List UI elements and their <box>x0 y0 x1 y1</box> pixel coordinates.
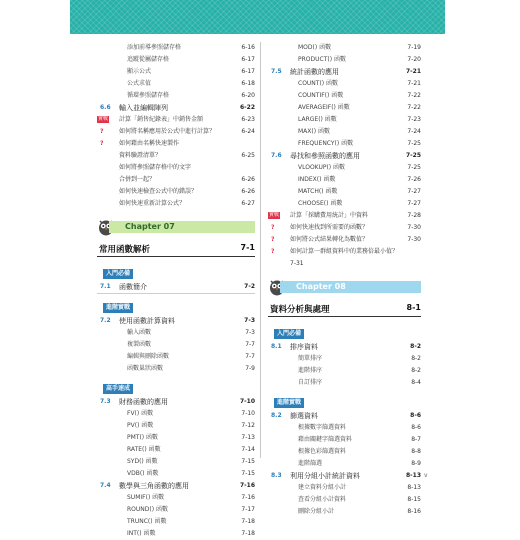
level-advanced-badge: 進階實戰 <box>274 398 304 408</box>
entry-title: 建立資料分組小計 <box>298 484 347 491</box>
entry-title: COUNTIF() 函數 <box>298 92 344 99</box>
toc-entry <box>97 174 255 186</box>
entry-title: 進階排序 <box>298 367 323 374</box>
toc-entry <box>97 504 255 516</box>
entry-title: MATCH() 函數 <box>298 188 338 195</box>
question-icon: ? <box>271 224 275 231</box>
entry-page: 7-23 <box>407 116 421 123</box>
entry-title: 如何快速找到所需要的函數？ <box>290 224 369 231</box>
left-section-3 <box>97 396 255 540</box>
entry-title: 如何將參照儲存格中的文字 <box>119 164 192 171</box>
right-top-rows <box>268 42 421 270</box>
entry-title: 篩選資料 <box>290 412 318 420</box>
entry-title: 刪除分組小計 <box>298 508 335 515</box>
toc-entry <box>268 353 421 365</box>
entry-page: 7-25 <box>407 140 421 147</box>
chapter-07-title-row <box>97 238 255 257</box>
toc-entry <box>268 377 421 389</box>
entry-title: TRUNC() 函數 <box>127 518 167 525</box>
entry-page: 8-2 <box>410 343 421 350</box>
toc-entry <box>268 102 421 114</box>
entry-title: FREQUENCY() 函數 <box>298 140 354 147</box>
entry-page: 7-3 <box>244 317 255 324</box>
entry-title: MAX() 函數 <box>298 128 330 135</box>
entry-title: 自訂排序 <box>298 379 323 386</box>
entry-title: 財務函數的應用 <box>119 398 168 406</box>
toc-left-column <box>97 42 255 540</box>
entry-page: 6-23 <box>241 116 255 123</box>
entry-page: 7-17 <box>241 506 255 513</box>
practice-badge: 實戰 <box>98 116 109 122</box>
entry-title: AVERAGEIF() 函數 <box>298 104 350 111</box>
entry-page: 6-24 <box>241 128 255 135</box>
toc-entry <box>97 408 255 420</box>
toc-entry <box>268 458 421 470</box>
section-number: 8.3 <box>271 472 282 479</box>
toc-entry <box>268 506 421 518</box>
toc-entry <box>268 246 421 258</box>
left-top-rows <box>97 42 255 210</box>
toc-entry <box>268 410 421 422</box>
entry-title: 顯示公式 <box>127 68 152 75</box>
question-icon: ? <box>271 236 275 243</box>
toc-entry <box>97 339 255 351</box>
entry-title: SYD() 函數 <box>127 458 158 465</box>
entry-page: 6-22 <box>239 104 255 111</box>
chapter-07-page: 7-1 <box>240 243 255 252</box>
toc-entry <box>97 432 255 444</box>
question-icon: ? <box>271 248 275 255</box>
toc-entry <box>97 456 255 468</box>
entry-title: 輸入函數 <box>127 329 152 336</box>
entry-title: 進階篩選 <box>298 460 323 467</box>
entry-title: 公式求值 <box>127 80 152 87</box>
toc-entry <box>268 138 421 150</box>
entry-page: 7-27 <box>407 200 421 207</box>
toc-entry <box>268 494 421 506</box>
toc-entry <box>97 468 255 480</box>
entry-title: 如何計算一群組資料中的業務倍最小值？ <box>290 248 399 255</box>
entry-title: RATE() 函數 <box>127 446 161 453</box>
entry-title: 排序資料 <box>290 343 318 351</box>
toc-entry <box>97 42 255 54</box>
entry-page: 6-18 <box>241 80 255 87</box>
entry-title: 計算「採購費用統計」中資料 <box>290 212 369 219</box>
entry-title: 簡單排序 <box>298 355 323 362</box>
toc-entry <box>268 162 421 174</box>
toc-entry <box>268 198 421 210</box>
toc-entry <box>97 480 255 492</box>
entry-title: 根據數字篩選資料 <box>298 424 347 431</box>
entry-page: 7-24 <box>407 128 421 135</box>
chapter-07-banner <box>97 216 255 236</box>
entry-title: 如何將公式結果轉化為數值？ <box>290 236 369 243</box>
toc-entry <box>268 114 421 126</box>
entry-page: 7-3 <box>245 329 255 336</box>
entry-title: MOD() 函數 <box>298 44 332 51</box>
toc-entry <box>268 42 421 54</box>
entry-page: 7-18 <box>241 518 255 525</box>
level-beginner-badge: 入門必備 <box>103 269 133 279</box>
section-number: 6.6 <box>100 104 111 111</box>
entry-page: 6-17 <box>241 68 255 75</box>
entry-page: 7-13 <box>241 434 255 441</box>
entry-title: COUNT() 函數 <box>298 80 339 87</box>
toc-entry <box>268 210 421 222</box>
entry-title: CHOOSE() 函數 <box>298 200 343 207</box>
chapter-07-title: 常用函數解析 <box>99 245 151 255</box>
entry-title: 輸入並編輯陣列 <box>119 104 168 112</box>
toc-entry <box>268 341 421 353</box>
entry-page: 8-7 <box>411 436 421 443</box>
left-section-2 <box>97 315 255 375</box>
entry-page: 6-16 <box>241 44 255 51</box>
entry-title: 尋找和參照函數的應用 <box>290 152 360 160</box>
toc-entry <box>268 446 421 458</box>
entry-page: 6-27 <box>241 200 255 207</box>
toc-entry <box>268 78 421 90</box>
entry-title: SUMIF() 函數 <box>127 494 165 501</box>
entry-title: 數學與三角函數的應用 <box>119 482 189 490</box>
entry-page: 7-19 <box>407 44 421 51</box>
entry-title: 統計函數的應用 <box>290 68 339 76</box>
level-beginner-badge: 入門必備 <box>274 329 304 339</box>
toc-entry <box>268 434 421 446</box>
entry-page: 7-22 <box>407 92 421 99</box>
header-banner <box>70 0 445 34</box>
toc-entry <box>97 114 255 126</box>
toc-entry <box>97 315 255 327</box>
entry-title: 使用函數計算資料 <box>119 317 175 325</box>
toc-entry <box>268 174 421 186</box>
entry-page: 7-15 <box>241 458 255 465</box>
entry-page: 8-15 <box>407 496 421 503</box>
toc-entry <box>268 90 421 102</box>
toc-entry <box>97 78 255 90</box>
entry-title: 合併到一起？ <box>119 176 156 183</box>
toc-entry <box>268 234 421 246</box>
section-number: 7.3 <box>100 398 111 405</box>
entry-page: 7-20 <box>407 56 421 63</box>
left-section-1 <box>97 281 255 294</box>
entry-page: 7-14 <box>241 446 255 453</box>
toc-entry <box>97 198 255 210</box>
toc-entry <box>268 470 421 482</box>
question-icon: ? <box>100 140 104 147</box>
entry-page: 7-27 <box>407 188 421 195</box>
entry-page: 6-20 <box>241 92 255 99</box>
toc-entry <box>97 351 255 363</box>
chapter-07-label: Chapter 07 <box>109 221 255 233</box>
toc-entry <box>97 150 255 162</box>
toc-entry <box>268 150 421 162</box>
toc-entry <box>97 281 255 294</box>
entry-title: INDEX() 函數 <box>298 176 336 183</box>
entry-page: 7-9 <box>245 365 255 372</box>
entry-title: 函數巢狀函數 <box>127 365 164 372</box>
section-number: 8.1 <box>271 343 282 350</box>
toc-entry <box>97 66 255 78</box>
entry-page: 8-9 <box>411 460 421 467</box>
toc-entry <box>97 162 255 174</box>
toc-entry <box>97 327 255 339</box>
entry-page: 7-10 <box>239 398 255 405</box>
entry-title: 如何將名稱應用於公式中進行計算？ <box>119 128 216 135</box>
toc-entry <box>97 528 255 540</box>
toc-entry <box>268 66 421 78</box>
entry-page: 7-30 <box>407 236 421 243</box>
entry-title: FV() 函數 <box>127 410 154 417</box>
entry-page: 7-25 <box>405 152 421 159</box>
entry-page: 7-18 <box>241 530 255 537</box>
entry-page: 8-8 <box>411 448 421 455</box>
entry-title: 循環參照儲存格 <box>127 92 170 99</box>
entry-page: 7-26 <box>407 176 421 183</box>
entry-page: 8-13 <box>407 484 421 491</box>
entry-title: 計算「銷售紀錄表」中銷售金額 <box>119 116 204 123</box>
entry-page: 7-16 <box>239 482 255 489</box>
entry-title: 函數簡介 <box>119 283 147 291</box>
toc-entry <box>97 363 255 375</box>
section-number: 7.6 <box>271 152 282 159</box>
right-section-2 <box>268 410 421 518</box>
entry-title: ROUND() 函數 <box>127 506 168 513</box>
entry-page: 7-2 <box>244 283 255 290</box>
toc-entry <box>268 222 421 234</box>
chapter-08-banner <box>268 276 421 296</box>
chapter-08-title-row <box>268 298 421 317</box>
section-number: 7.5 <box>271 68 282 75</box>
entry-page: 8-13 <box>405 472 421 479</box>
chapter-08-title: 資料分析與處理 <box>270 305 330 315</box>
entry-page: 6-25 <box>241 152 255 159</box>
toc-entry <box>268 54 421 66</box>
entry-page: 7-16 <box>241 494 255 501</box>
toc-entry <box>97 126 255 138</box>
entry-title: VDB() 函數 <box>127 470 159 477</box>
entry-page: 7-21 <box>407 80 421 87</box>
entry-title: 根據色彩篩選資料 <box>298 448 347 455</box>
section-number: 7.2 <box>100 317 111 324</box>
entry-title: 7-31 <box>290 260 304 267</box>
entry-title: 如何快速重新計算公式？ <box>119 200 186 207</box>
toc-entry <box>97 396 255 408</box>
level-expert-badge: 高手速成 <box>103 384 133 394</box>
page-number: v <box>424 472 428 479</box>
toc-entry <box>97 420 255 432</box>
toc-entry <box>268 258 421 270</box>
entry-title: LARGE() 函數 <box>298 116 337 123</box>
entry-title: 如何藉由名稱快速製作 <box>119 140 180 147</box>
entry-page: 7-25 <box>407 164 421 171</box>
entry-page: 6-17 <box>241 56 255 63</box>
toc-entry <box>268 482 421 494</box>
entry-page: 8-6 <box>411 424 421 431</box>
entry-page: 8-16 <box>407 508 421 515</box>
section-number: 8.2 <box>271 412 282 419</box>
toc-right-column <box>268 42 421 518</box>
entry-page: 8-2 <box>411 355 421 362</box>
entry-page: 6-26 <box>241 188 255 195</box>
toc-entry <box>97 138 255 150</box>
entry-title: VLOOKUP() 函數 <box>298 164 346 171</box>
toc-entry <box>268 365 421 377</box>
chapter-08-page: 8-1 <box>406 303 421 312</box>
column-divider <box>260 42 261 458</box>
toc-entry <box>97 516 255 528</box>
toc-entry <box>97 90 255 102</box>
entry-page: 7-21 <box>405 68 421 75</box>
right-section-1 <box>268 341 421 389</box>
entry-title: PV() 函數 <box>127 422 154 429</box>
entry-page: 7-15 <box>241 470 255 477</box>
entry-page: 7-7 <box>245 341 255 348</box>
entry-title: PMT() 函數 <box>127 434 159 441</box>
toc-entry <box>97 444 255 456</box>
entry-title: INT() 函數 <box>127 530 156 537</box>
entry-page: 8-6 <box>410 412 421 419</box>
entry-title: 藉由關鍵字篩選資料 <box>298 436 353 443</box>
toc-entry <box>97 492 255 504</box>
practice-badge: 實戰 <box>269 212 280 218</box>
entry-page: 7-7 <box>245 353 255 360</box>
level-advanced-badge: 進階實戰 <box>103 303 133 313</box>
entry-title: 利用分組小計統計資料 <box>290 472 360 480</box>
entry-title: 添加前導參照儲存格 <box>127 44 182 51</box>
section-number: 7.4 <box>100 482 111 489</box>
entry-title: 資料驗證清單？ <box>119 152 162 159</box>
entry-page: 7-30 <box>407 224 421 231</box>
entry-page: 7-10 <box>241 410 255 417</box>
entry-page: 8-2 <box>411 367 421 374</box>
entry-title: 複製函數 <box>127 341 152 348</box>
entry-page: 7-22 <box>407 104 421 111</box>
entry-title: PRODUCT() 函數 <box>298 56 346 63</box>
question-icon: ? <box>100 128 104 135</box>
toc-entry <box>268 126 421 138</box>
toc-entry <box>268 422 421 434</box>
toc-entry <box>97 186 255 198</box>
chapter-08-label: Chapter 08 <box>280 281 421 293</box>
entry-page: 7-28 <box>407 212 421 219</box>
entry-title: 查看分組小計資料 <box>298 496 347 503</box>
entry-page: 7-12 <box>241 422 255 429</box>
toc-entry <box>97 54 255 66</box>
toc-entry <box>97 102 255 114</box>
entry-title: 編輯與刪除函數 <box>127 353 170 360</box>
entry-page: 6-26 <box>241 176 255 183</box>
toc-entry <box>268 186 421 198</box>
entry-page: 8-4 <box>411 379 421 386</box>
entry-title: 追蹤從屬儲存格 <box>127 56 170 63</box>
entry-title: 如何快速檢查公式中的錯誤？ <box>119 188 198 195</box>
section-number: 7.1 <box>100 283 111 290</box>
